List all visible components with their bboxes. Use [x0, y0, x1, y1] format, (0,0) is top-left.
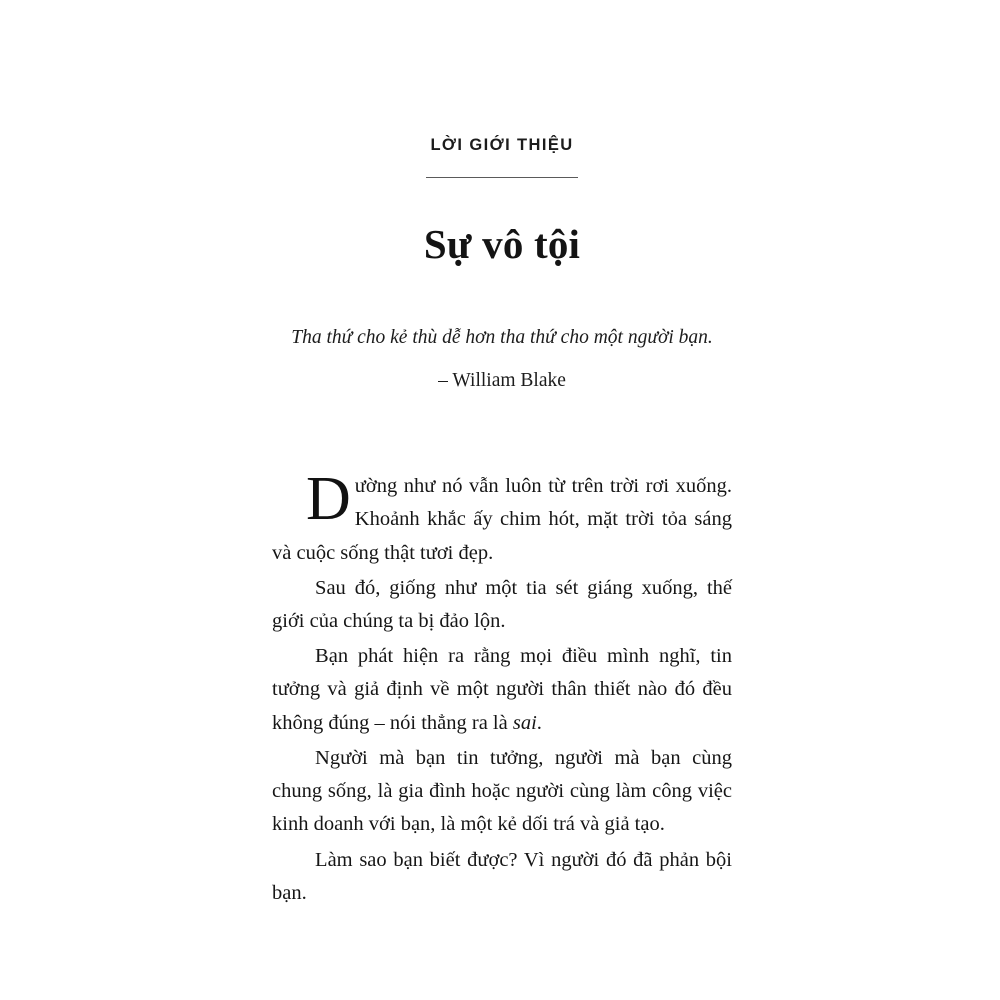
page-title: Sự vô tội: [423, 221, 581, 267]
paragraph-3-text-b: .: [536, 711, 542, 734]
paragraph-3-text-a: Bạn phát hiện ra rằng mọi điều mình nghĩ, tin tưởng và giả định về một người thân thiết nào đó đều không đúng – nói thẳng ra là: [272, 645, 732, 734]
epigraph-quote: Tha thứ cho kẻ thù dễ hơn tha thứ cho một người bạn.: [291, 327, 713, 348]
paragraph-3: [272, 640, 732, 740]
paragraph-1: [272, 465, 732, 570]
epigraph-attribution: – William Blake: [438, 370, 566, 392]
drop-cap: D: [306, 465, 351, 534]
paragraph-2: Sau đó, giống như một tia sét giáng xuống, thế giới của chúng ta bị đảo lộn.: [272, 576, 732, 633]
page-content-column: [272, 0, 732, 910]
divider-rule: [426, 177, 578, 178]
body-text-block: [272, 465, 732, 910]
paragraph-3-emphasis: sai: [512, 711, 537, 734]
paragraph-1-text: ường như nó vẫn luôn từ trên trời rơi xuống. Khoảnh khắc ấy chim hót, mặt trời tỏa sáng và cuộc sống thật tươi đẹp.: [272, 475, 732, 564]
section-label: LỜI GIỚI THIỆU: [430, 136, 574, 154]
divider-rule-wrap: [272, 177, 732, 178]
paragraph-5: Làm sao bạn biết được? Vì người đó đã phản bội bạn.: [272, 848, 732, 904]
paragraph-4: Người mà bạn tin tưởng, người mà bạn cùng chung sống, là gia đình hoặc người cùng làm công việc kinh doanh với bạn, là một kẻ dối trá và giả tạo.: [272, 746, 732, 836]
